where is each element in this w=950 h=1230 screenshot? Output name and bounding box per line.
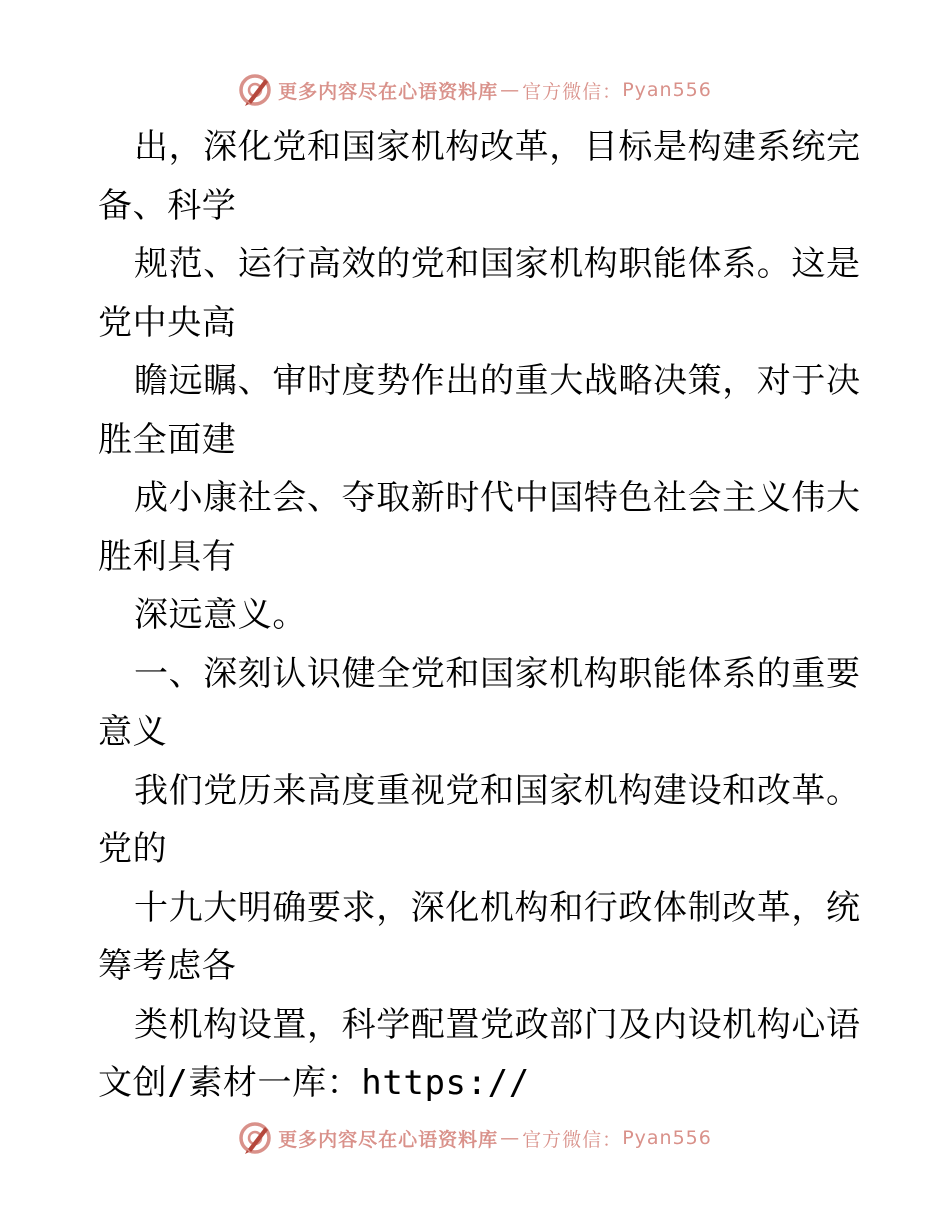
body-line: 规范、运行高效的党和国家机构职能体系。这是: [134, 244, 861, 284]
pen-logo-icon: [238, 73, 272, 107]
body-line: 深远意义。: [134, 595, 307, 635]
banner-wechat-label: 官方微信：: [522, 1128, 623, 1151]
footer-watermark-banner: [0, 1118, 950, 1158]
body-line: 十九大明确要求，深化机构和行政体制改革，统: [134, 887, 861, 928]
body-line: 筹考虑各: [98, 946, 237, 986]
banner-wechat-label: 官方微信：: [522, 80, 623, 103]
body-line: 我们党历来高度重视党和国家机构建设和改革。: [134, 770, 861, 811]
body-line: 瞻远瞩、审时度势作出的重大战略决策，对于决: [134, 361, 861, 401]
banner-separator: —: [500, 1127, 521, 1149]
section-heading: 一、深刻认识健全党和国家机构职能体系的重要: [134, 653, 861, 694]
body-line: 成小康社会、夺取新时代中国特色社会主义伟大: [134, 478, 861, 518]
banner-main-text: 更多内容尽在心语资料库: [278, 80, 499, 103]
body-line: 类机构设置，科学配置党政部门及内设机构心语: [134, 1004, 861, 1045]
banner-separator: —: [500, 79, 521, 101]
banner-wechat-id: Pyan556: [622, 79, 712, 101]
section-heading-continuation: 意义: [98, 712, 168, 752]
header-watermark-banner: [0, 70, 950, 110]
document-body: [98, 118, 861, 1113]
body-line: 出，深化党和国家机构改革，目标是构建系统完: [134, 127, 861, 167]
body-line: 胜利具有: [98, 536, 237, 577]
pen-logo-icon: [238, 1121, 272, 1155]
banner-main-text: 更多内容尽在心语资料库: [278, 1128, 499, 1151]
body-line: 备、科学: [98, 185, 237, 226]
body-line: 党的: [98, 829, 168, 869]
body-line: 党中央高: [98, 302, 237, 343]
body-line: 文创/素材一库：https://: [98, 1063, 530, 1103]
banner-wechat-id: Pyan556: [622, 1127, 712, 1149]
body-line: 胜全面建: [98, 419, 237, 460]
